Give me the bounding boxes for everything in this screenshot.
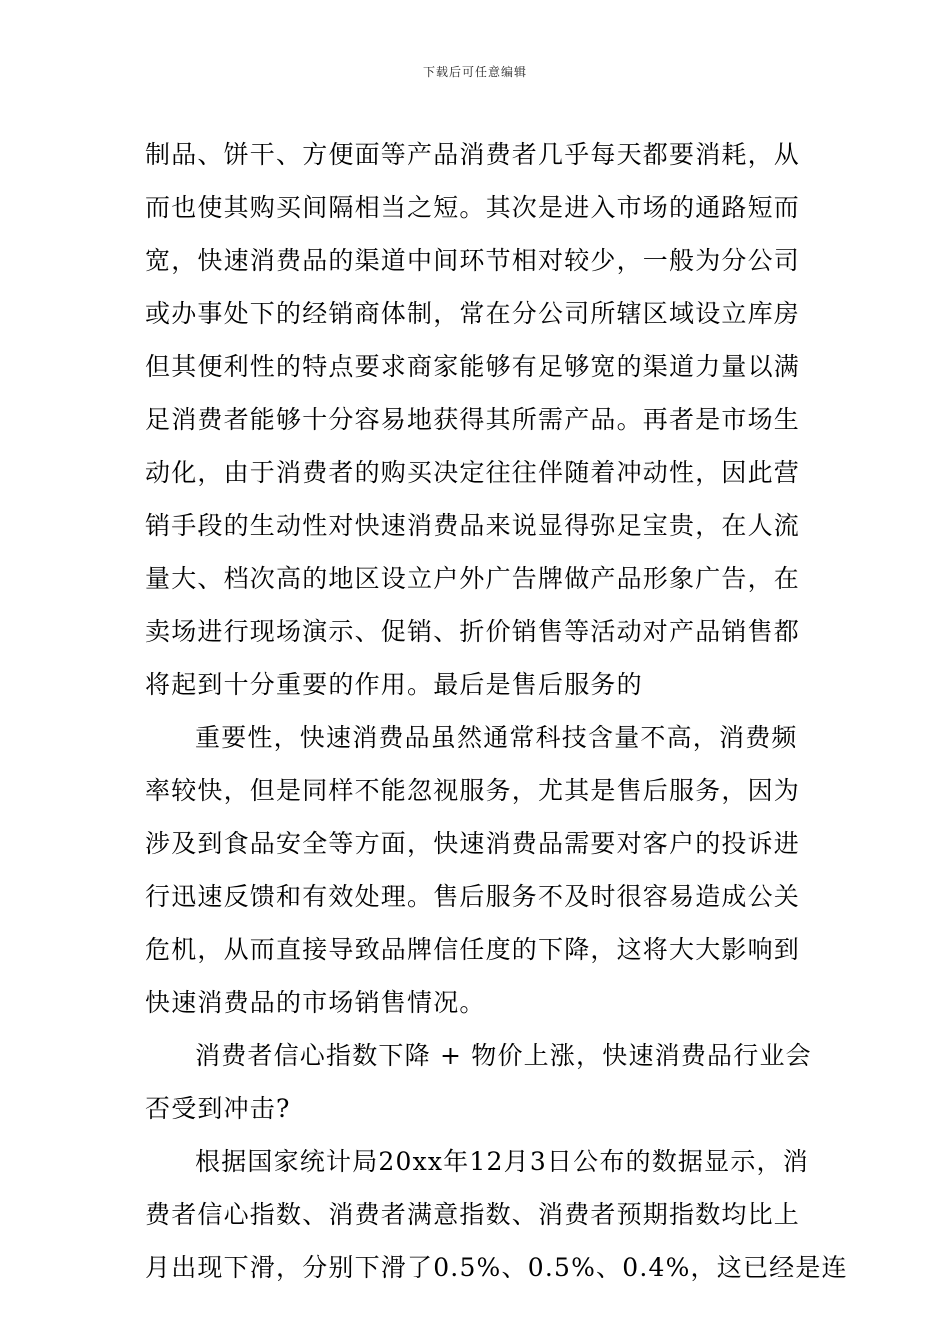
text-line: 月出现下滑，分别下滑了0.5%、0.5%、0.4%，这已经是连 — [145, 1253, 848, 1282]
text-line: 行迅速反馈和有效处理。售后服务不及时很容易造成公关 — [145, 882, 801, 911]
text-line: 危机，从而直接导致品牌信任度的下降，这将大大影响到 — [145, 935, 801, 964]
section-heading-line: 否受到冲击? — [145, 1094, 291, 1123]
text-line: 涉及到食品安全等方面，快速消费品需要对客户的投诉进 — [145, 829, 801, 858]
text-line: 卖场进行现场演示、促销、折价销售等活动对产品销售都 — [145, 617, 801, 646]
text-line: 但其便利性的特点要求商家能够有足够宽的渠道力量以满 — [145, 352, 801, 381]
text-line: 宽，快速消费品的渠道中间环节相对较少，一般为分公司 — [145, 246, 801, 275]
text-line: 费者信心指数、消费者满意指数、消费者预期指数均比上 — [145, 1200, 801, 1229]
text-line: 动化，由于消费者的购买决定往往伴随着冲动性，因此营 — [145, 458, 801, 487]
text-line: 而也使其购买间隔相当之短。其次是进入市场的通路短而 — [145, 193, 801, 222]
text-line: 足消费者能够十分容易地获得其所需产品。再者是市场生 — [145, 405, 801, 434]
text-line: 量大、档次高的地区设立户外广告牌做产品形象广告，在 — [145, 564, 801, 593]
document-body — [145, 128, 848, 1294]
text-line: 或办事处下的经销商体制，常在分公司所辖区域设立库房 — [145, 299, 801, 328]
paragraph-start-line: 根据国家统计局20xx年12月3日公布的数据显示，消 — [195, 1147, 809, 1176]
section-heading-line: 消费者信心指数下降 + 物价上涨，快速消费品行业会 — [195, 1041, 812, 1070]
text-line: 将起到十分重要的作用。最后是售后服务的 — [145, 670, 643, 699]
paragraph-start-line: 重要性，快速消费品虽然通常科技含量不高，消费频 — [195, 723, 798, 752]
text-line: 制品、饼干、方便面等产品消费者几乎每天都要消耗，从 — [145, 140, 801, 169]
text-line: 快速消费品的市场销售情况。 — [145, 988, 486, 1017]
text-line: 率较快，但是同样不能忽视服务，尤其是售后服务，因为 — [145, 776, 801, 805]
text-line: 销手段的生动性对快速消费品来说显得弥足宝贵，在人流 — [145, 511, 801, 540]
page-header: 下载后可任意编辑 — [422, 65, 527, 79]
